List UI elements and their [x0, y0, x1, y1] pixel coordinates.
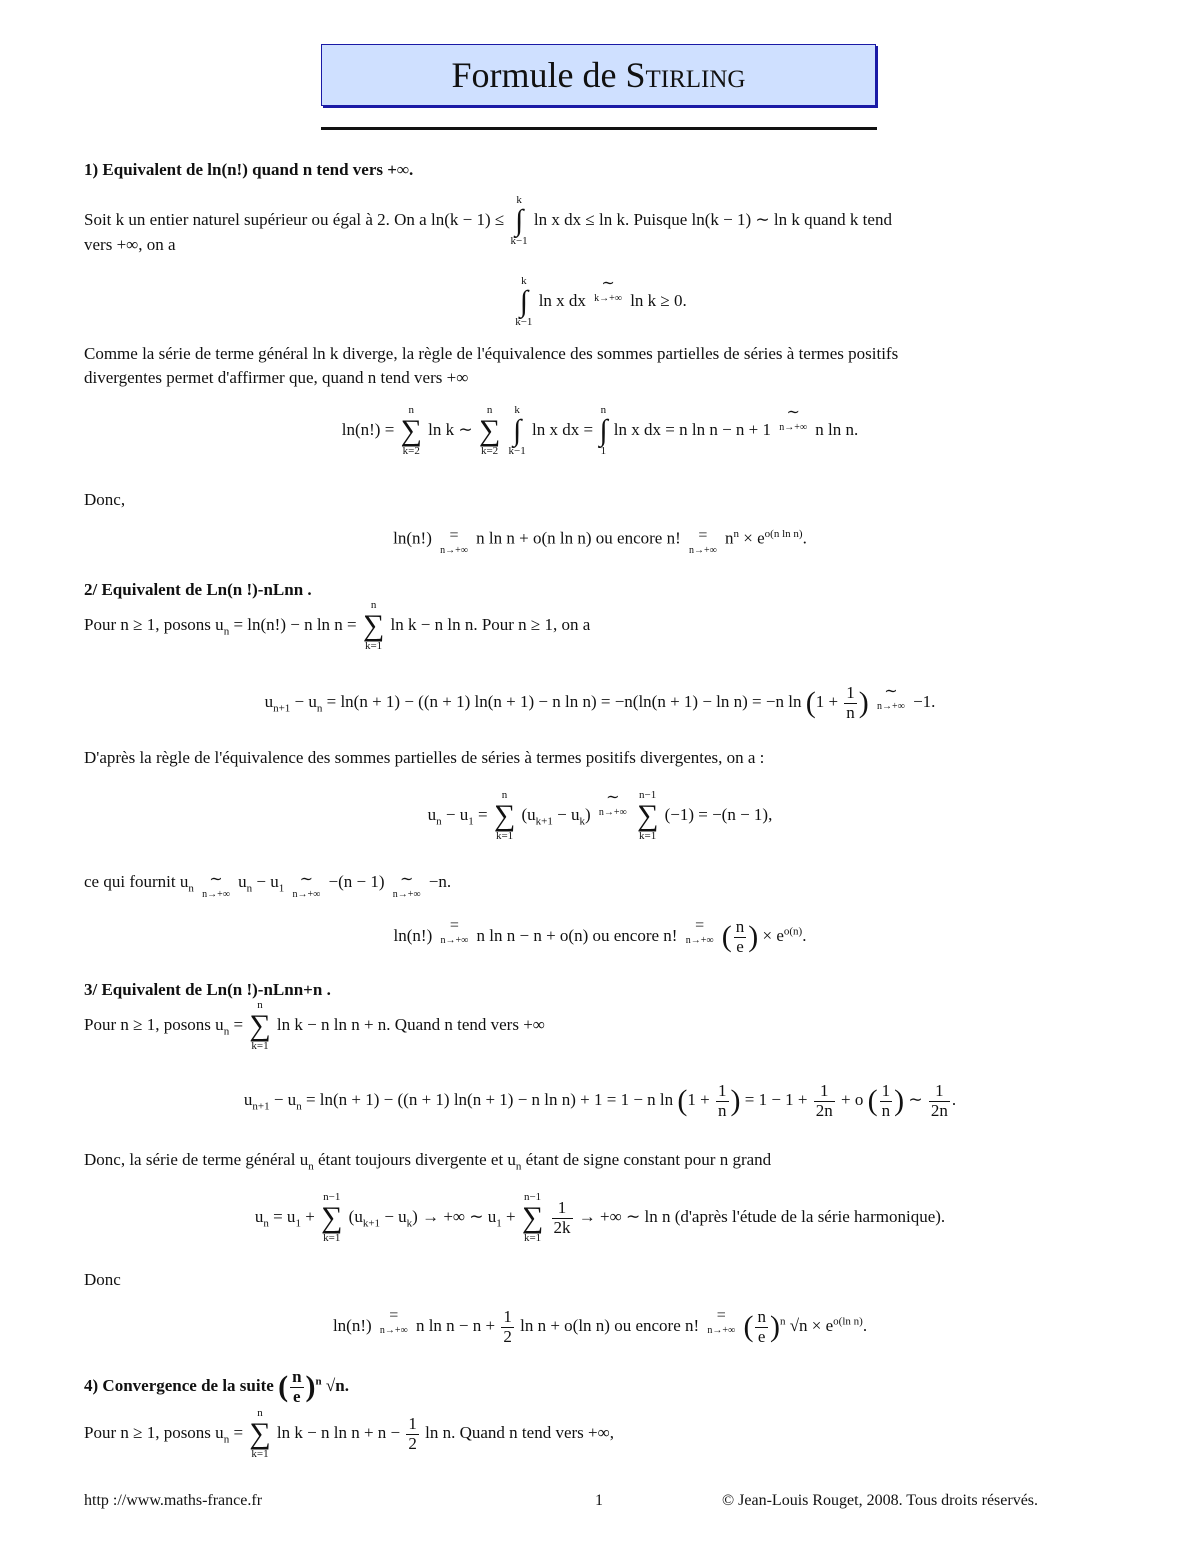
subscript: n [263, 1217, 269, 1230]
sum-upper: n−1 [323, 1191, 341, 1203]
fraction [755, 1308, 768, 1346]
text: Pour n ≥ 1, posons u [84, 614, 224, 634]
text: u [238, 872, 247, 891]
subscript: k+1 [362, 1217, 381, 1230]
text: . [951, 1090, 957, 1110]
denominator: 2n [930, 1100, 948, 1120]
eq-relation [440, 528, 468, 556]
section3-paragraph3: Donc [84, 1270, 121, 1289]
section3-equation2 [0, 1192, 1200, 1244]
denominator: 2 [503, 1326, 512, 1346]
left-paren: ( [867, 1084, 878, 1118]
fraction [814, 1082, 835, 1120]
subscript: n [246, 882, 253, 895]
section1-paragraph3: Donc, [84, 490, 126, 509]
text: = [473, 804, 488, 824]
limit-label: n→+∞ [379, 1325, 408, 1336]
sum-symbol: ∑ [321, 1201, 343, 1234]
limit-label: n→+∞ [707, 1325, 736, 1336]
numerator: n [735, 917, 745, 936]
right-paren: ) [858, 686, 869, 720]
equiv-symbol: ∼ [884, 683, 898, 700]
integral [510, 195, 527, 247]
fraction [716, 1082, 729, 1120]
text: ln x dx ≤ ln k. Puisque ln(k − 1) ∼ ln k quand k tend [533, 209, 892, 229]
eq-symbol: = [449, 527, 459, 544]
sum-lower: k=1 [364, 640, 383, 652]
subscript: n [296, 1100, 302, 1113]
sum-lower: k=1 [251, 1040, 269, 1052]
text: ln x dx = n ln n − n + 1 [613, 419, 771, 439]
equiv-relation [594, 276, 622, 304]
int-upper: n [600, 404, 607, 416]
sum-upper: n [486, 404, 493, 416]
section4-paragraph1 [84, 1408, 614, 1460]
numerator: n [292, 1367, 302, 1386]
eq-relation [689, 528, 717, 556]
sum [479, 405, 500, 457]
integral [599, 405, 607, 457]
fraction [552, 1199, 573, 1237]
eq-relation [707, 1308, 735, 1336]
text: − u [380, 1206, 407, 1226]
text: −1. [913, 692, 936, 712]
text: n [725, 528, 734, 548]
text: ln k ≥ 0. [630, 290, 687, 310]
sum [494, 790, 515, 842]
section3-equation3 [0, 1308, 1200, 1346]
section1-paragraph2b: divergentes permet d'affirmer que, quand n tend vers +∞ [84, 368, 469, 387]
int-symbol: ∫ [519, 285, 528, 318]
subscript: 1 [496, 1217, 502, 1230]
denominator: n [881, 1100, 891, 1120]
int-lower: k−1 [510, 235, 528, 247]
equiv-symbol: ∼ [399, 871, 414, 888]
equiv-symbol: ∼ [786, 404, 800, 421]
right-paren: ) [894, 1084, 905, 1118]
limit-label: n→+∞ [392, 889, 421, 900]
left-paren: ( [278, 1370, 289, 1404]
exponent: n [315, 1375, 322, 1388]
text: Soit k un entier naturel supérieur ou égal à 2. On a ln(k − 1) ≤ [84, 209, 505, 229]
limit-label: n→+∞ [440, 545, 468, 556]
section2-paragraph3 [84, 872, 451, 900]
subscript: n [223, 1025, 230, 1038]
text: étant de signe constant pour n grand [521, 1150, 772, 1169]
numerator: 1 [552, 1199, 573, 1219]
limit-label: n→+∞ [779, 422, 808, 433]
equiv-relation [877, 684, 905, 712]
right-paren: ) [730, 1084, 741, 1118]
equiv-relation [779, 405, 807, 433]
exponent: o(n) [783, 925, 803, 938]
sum-lower: k=2 [480, 445, 499, 457]
text: × e [762, 926, 784, 946]
section2-equation3 [0, 918, 1200, 956]
sum-upper: n [257, 1407, 263, 1419]
text: ln x dx = [532, 419, 594, 439]
subscript: n [316, 702, 323, 715]
text: (u [521, 804, 536, 824]
sum [249, 1408, 270, 1460]
fraction [734, 918, 747, 956]
subscript: 1 [295, 1217, 301, 1230]
int-symbol: ∫ [514, 204, 524, 237]
int-lower: k−1 [515, 316, 533, 328]
right-paren: ) [305, 1370, 316, 1404]
text: ln k − n ln n. Pour n ≥ 1, on a [390, 614, 591, 634]
equiv-relation [599, 790, 627, 818]
numerator: 1 [814, 1082, 835, 1102]
subscript: 1 [278, 882, 285, 895]
footer-copyright: © Jean-Louis Rouget, 2008. Tous droits réservés. [722, 1492, 1039, 1509]
text: ln n. Quand n tend vers +∞, [425, 1422, 614, 1442]
text: 1 + [815, 692, 839, 712]
limit-label: n→+∞ [598, 807, 627, 818]
section1-paragraph1-end: vers +∞, on a [84, 235, 176, 254]
subscript: n+1 [252, 1100, 270, 1113]
text: − u [441, 804, 469, 824]
title-rule [321, 127, 877, 130]
text: 4) Convergence de la suite [84, 1376, 274, 1396]
page-title [452, 54, 746, 96]
subscript: k [406, 1217, 413, 1230]
section2-equation1 [0, 684, 1200, 722]
sum [321, 1192, 342, 1244]
denominator: e [293, 1386, 301, 1406]
denominator: 2n [815, 1100, 833, 1120]
sum-lower: k=1 [251, 1448, 269, 1460]
text: ln k ∼ [428, 419, 473, 439]
section3-paragraph2 [84, 1150, 771, 1172]
text: √n × e [789, 1316, 834, 1336]
text: n ln n + o(n ln n) ou encore n! [476, 528, 681, 548]
exponent: o(ln n) [833, 1315, 863, 1328]
right-paren: ) [748, 920, 759, 954]
sum [522, 1192, 543, 1244]
numerator: 1 [503, 1307, 512, 1326]
text: Pour n ≥ 1, posons u [84, 1422, 224, 1442]
fraction [929, 1082, 950, 1120]
integral [509, 405, 526, 457]
text: (u [348, 1206, 363, 1226]
sum-lower: k=1 [495, 830, 514, 842]
subscript: n+1 [273, 702, 291, 715]
sum-lower: k=2 [402, 445, 420, 457]
sum-symbol: ∑ [521, 1201, 544, 1234]
numerator: 1 [846, 683, 855, 702]
sum-symbol: ∑ [478, 414, 501, 447]
subscript: n [223, 1433, 230, 1446]
limit-label: n→+∞ [877, 701, 905, 712]
page-number: 1 [595, 1492, 603, 1509]
section1-equation1 [0, 276, 1200, 328]
left-paren: ( [677, 1084, 688, 1118]
text: ln(n!) = [341, 419, 395, 439]
sum-symbol: ∑ [249, 1417, 271, 1450]
text: = u [268, 1206, 296, 1226]
footer-url[interactable]: http ://www.maths-france.fr [84, 1492, 263, 1509]
sum-lower: k=1 [323, 1232, 341, 1244]
left-paren: ( [721, 920, 732, 954]
sum [249, 1000, 270, 1052]
sum [401, 405, 422, 457]
limit-label: n→+∞ [685, 935, 714, 946]
text: − u [552, 804, 580, 824]
fraction [880, 1082, 893, 1120]
equiv-relation [202, 872, 230, 900]
limit-label: n→+∞ [689, 545, 717, 556]
sum [637, 790, 658, 842]
sum-upper: n [501, 789, 508, 801]
text: ln(n!) [332, 1316, 372, 1336]
section2-paragraph2: D'après la règle de l'équivalence des sommes partielles de séries à termes positifs divergentes, on a : [84, 748, 765, 767]
text: −n. [428, 872, 452, 891]
denominator: n [846, 702, 855, 722]
eq-symbol: = [698, 527, 708, 544]
text: ) [584, 804, 591, 824]
numerator: 1 [929, 1082, 950, 1102]
text: . [862, 1316, 868, 1336]
subscript: n [308, 1160, 314, 1173]
equiv-symbol: ∼ [606, 789, 620, 806]
text: u [243, 1090, 253, 1110]
sum-upper: n−1 [639, 789, 657, 801]
sum-upper: n−1 [523, 1191, 542, 1203]
sum-symbol: ∑ [249, 1009, 271, 1042]
text: ce qui fournit u [84, 872, 189, 891]
text: ln k − n ln n + n − [276, 1422, 401, 1442]
sum-symbol: ∑ [636, 799, 659, 832]
section1-paragraph2a: Comme la série de terme général ln k diverge, la règle de l'équivalence des sommes partielles de séries à termes positifs [84, 344, 899, 363]
subscript: n [223, 625, 230, 638]
subscript: n [188, 882, 194, 895]
text: étant toujours divergente et u [313, 1150, 516, 1169]
int-upper: k [514, 404, 520, 416]
left-paren: ( [743, 1310, 754, 1344]
text: +∞ ∼ ln n (d'après l'étude de la série harmonique). [600, 1206, 946, 1226]
section2-heading: 2/ Equivalent de Ln(n !)-nLnn . [84, 580, 312, 599]
text: = ln(n + 1) − ((n + 1) ln(n + 1) − n ln n) + 1 = 1 − n ln [301, 1090, 674, 1110]
text: = 1 − 1 + [744, 1090, 808, 1110]
eq-relation [686, 918, 714, 946]
text: u [254, 1206, 264, 1226]
section3-heading: 3/ Equivalent de Ln(n !)-nLnn+n . [84, 980, 331, 999]
sum-upper: n [257, 999, 263, 1011]
text: +∞ ∼ u [443, 1206, 497, 1226]
section2-equation2 [0, 790, 1200, 842]
limit-label: n→+∞ [440, 935, 469, 946]
eq-relation [441, 918, 469, 946]
sum-lower: k=1 [639, 830, 657, 842]
text: ) → [412, 1206, 440, 1226]
text: ln(n!) [393, 926, 433, 946]
fraction [406, 1415, 419, 1453]
int-lower: k−1 [508, 445, 526, 457]
text: . [802, 528, 807, 548]
int-upper: k [516, 194, 522, 206]
sum-upper: n [370, 599, 377, 611]
text: (−1) = −(n − 1), [664, 804, 773, 824]
text: √n. [325, 1376, 349, 1396]
section3-paragraph1 [84, 1000, 545, 1052]
int-symbol: ∫ [513, 414, 522, 447]
section3-equation1 [0, 1082, 1200, 1120]
fraction [844, 684, 857, 722]
sum-symbol: ∑ [493, 799, 516, 832]
text: Pour n ≥ 1, posons u [84, 1014, 224, 1034]
eq-symbol: = [716, 1307, 726, 1324]
denominator: 2k [553, 1217, 571, 1237]
text: = ln(n!) − n ln n = [229, 614, 357, 634]
eq-relation [380, 1308, 408, 1336]
left-paren: ( [805, 686, 816, 720]
subscript: 1 [468, 815, 474, 828]
text: ln x dx [538, 290, 586, 310]
section1-equation3 [0, 528, 1200, 556]
text: . [802, 926, 807, 946]
section1-paragraph1 [84, 195, 892, 247]
int-upper: k [521, 275, 527, 287]
text: n ln n. [815, 419, 859, 439]
sum-symbol: ∑ [362, 609, 385, 642]
subscript: n [436, 815, 442, 828]
text: + o [841, 1090, 864, 1110]
title-text: Formule de [451, 55, 626, 95]
text: − u [269, 1090, 297, 1110]
section1-heading: 1) Equivalent de ln(n!) quand n tend vers +∞. [84, 160, 414, 179]
sum-lower: k=1 [523, 1232, 542, 1244]
denominator: n [718, 1100, 727, 1120]
subscript: k [579, 815, 585, 828]
text: 1 + [687, 1090, 710, 1110]
limit-label: n→+∞ [202, 889, 230, 900]
text: u [427, 804, 437, 824]
section1-equation2 [0, 405, 1200, 457]
title-name: Stirling [625, 55, 746, 95]
text: ln k − n ln n + n. Quand n tend vers +∞ [276, 1014, 545, 1034]
subscript: k+1 [535, 815, 553, 828]
text: u [264, 692, 274, 712]
text: Donc, la série de terme général u [84, 1150, 309, 1169]
text: → [578, 1206, 596, 1226]
fraction [501, 1308, 514, 1346]
text: + [300, 1206, 315, 1226]
numerator: 1 [408, 1413, 417, 1433]
eq-symbol: = [389, 1307, 399, 1324]
limit-label: k→+∞ [594, 293, 622, 304]
equiv-symbol: ∼ [299, 871, 314, 888]
text: −(n − 1) [328, 872, 385, 891]
integral [515, 276, 532, 328]
int-lower: 1 [600, 445, 607, 457]
text: = [229, 1014, 244, 1034]
text: n ln n − n + [415, 1316, 496, 1336]
text: − u [290, 692, 317, 712]
text: n ln n − n + o(n) ou encore n! [476, 926, 678, 946]
sum [363, 600, 384, 652]
equiv-relation [393, 872, 421, 900]
denominator: e [736, 936, 744, 956]
title-box [321, 44, 876, 106]
eq-symbol: = [695, 917, 705, 934]
exponent: n [779, 1315, 786, 1328]
exponent: o(n ln n) [764, 528, 803, 540]
numerator: n [757, 1307, 766, 1326]
sum-symbol: ∑ [400, 414, 422, 447]
text: ∼ [908, 1090, 923, 1110]
denominator: e [757, 1326, 766, 1346]
subscript: n [515, 1160, 522, 1173]
text: = [229, 1422, 244, 1442]
section4-heading [84, 1368, 349, 1406]
sum-upper: n [408, 404, 414, 416]
denominator: 2 [408, 1433, 417, 1453]
text: − u [252, 872, 279, 891]
text: + [501, 1206, 516, 1226]
right-paren: ) [769, 1310, 780, 1344]
fraction [290, 1368, 303, 1406]
text: ln(n!) [393, 528, 432, 548]
limit-label: n→+∞ [292, 889, 321, 900]
text: ln n + o(ln n) ou encore n! [520, 1316, 700, 1336]
numerator: 1 [718, 1081, 727, 1100]
equiv-relation [292, 872, 320, 900]
text: = ln(n + 1) − ((n + 1) ln(n + 1) − n ln n) = −n(ln(n + 1) − ln n) = −n ln [322, 692, 802, 712]
numerator: 1 [881, 1081, 891, 1100]
equiv-symbol: ∼ [209, 871, 223, 888]
exponent: n [733, 528, 740, 540]
equiv-symbol: ∼ [601, 275, 615, 292]
section2-paragraph1 [84, 600, 590, 652]
text: × e [743, 528, 765, 548]
eq-symbol: = [449, 917, 459, 934]
int-symbol: ∫ [599, 414, 608, 447]
